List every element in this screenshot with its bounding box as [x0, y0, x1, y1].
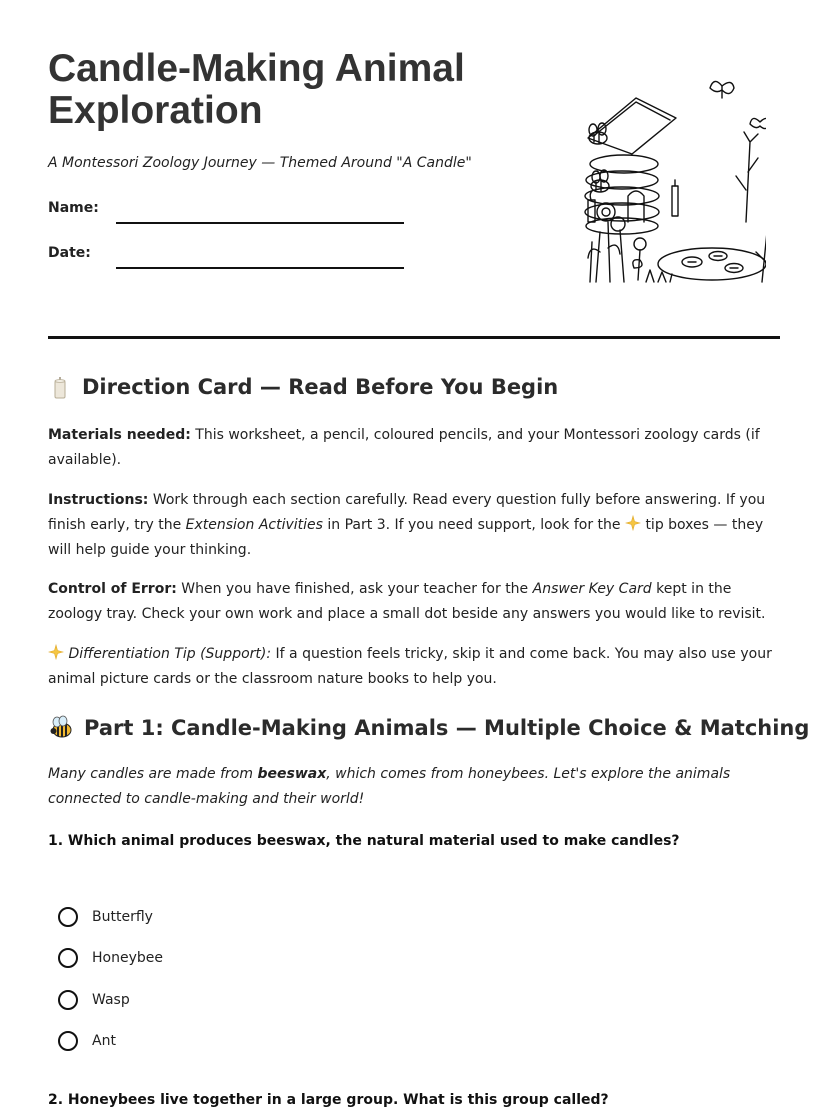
extension-activities-text: Extension Activities: [185, 517, 323, 533]
differentiation-tip: [48, 642, 780, 692]
question-1-options: [58, 896, 163, 1062]
name-label: Name:: [48, 200, 99, 216]
answer-key-card-text: Answer Key Card: [532, 581, 652, 597]
page-title: Candle-Making Animal Exploration: [48, 47, 465, 132]
bee-icon: [48, 715, 74, 741]
option-honeybee[interactable]: [58, 938, 163, 980]
control-of-error-paragraph: [48, 577, 780, 627]
direction-card-heading: [48, 375, 558, 399]
control-text-1: When you have finished, ask your teacher for the: [181, 581, 529, 597]
option-ant[interactable]: [58, 1021, 163, 1063]
header-divider: [48, 336, 780, 339]
instructions-label: Instructions:: [48, 492, 149, 508]
intro-text-1: Many candles are made from: [48, 766, 254, 782]
sparkle-icon: [625, 515, 641, 531]
radio-button[interactable]: [58, 1031, 78, 1051]
instructions-text-2: in Part 3. If you need support, look for the: [327, 517, 621, 533]
option-butterfly[interactable]: [58, 896, 163, 938]
direction-card-title: Direction Card — Read Before You Begin: [82, 375, 559, 399]
instructions-text-1: Work through each section carefully. Read every question fully before answering. If you finish early, try the: [48, 492, 766, 533]
option-wasp[interactable]: [58, 979, 163, 1021]
materials-paragraph: [48, 423, 780, 473]
beeswax-text: beeswax: [257, 766, 327, 782]
control-label: Control of Error:: [48, 581, 177, 597]
question-1: 1. Which animal produces beeswax, the natural material used to make candles?: [48, 833, 680, 849]
date-label: Date:: [48, 245, 91, 261]
date-line[interactable]: [116, 267, 404, 269]
question-2: 2. Honeybees live together in a large group. What is this group called?: [48, 1092, 609, 1108]
instructions-text-3: tip boxes — they will help guide your thinking.: [48, 517, 764, 558]
intro-text-2: , which comes from honeybees. Let's explore the animals connected to candle-making and their world!: [48, 766, 731, 807]
part1-title: Part 1: Candle-Making Animals — Multiple Choice & Matching: [84, 716, 810, 740]
name-line[interactable]: [116, 222, 404, 224]
part1-heading: [48, 715, 809, 741]
option-label: Ant: [92, 1033, 116, 1050]
radio-button[interactable]: [58, 990, 78, 1010]
tip-text: If a question feels tricky, skip it and come back. You may also use your animal picture cards or the classroom nature books to help you.: [48, 646, 772, 687]
materials-text: This worksheet, a pencil, coloured pencils, and your Montessori zoology cards (if available).: [48, 427, 760, 468]
candle-icon: [48, 375, 72, 399]
radio-button[interactable]: [58, 948, 78, 968]
control-text-2: kept in the zoology tray. Check your own work and place a small dot beside any answers you would like to revisit.: [48, 581, 766, 622]
page-subtitle: A Montessori Zoology Journey — Themed Around "A Candle": [48, 155, 472, 171]
date-field[interactable]: [48, 245, 404, 261]
option-label: Honeybee: [92, 950, 163, 967]
sparkle-icon: [48, 644, 64, 660]
option-label: Wasp: [92, 991, 130, 1008]
part1-intro: [48, 762, 780, 812]
option-label: Butterfly: [92, 908, 153, 925]
radio-button[interactable]: [58, 907, 78, 927]
beehive-illustration: [536, 72, 766, 287]
name-field[interactable]: [48, 200, 404, 216]
instructions-paragraph: [48, 488, 780, 563]
tip-label: Differentiation Tip (Support):: [68, 646, 272, 662]
materials-label: Materials needed:: [48, 427, 191, 443]
